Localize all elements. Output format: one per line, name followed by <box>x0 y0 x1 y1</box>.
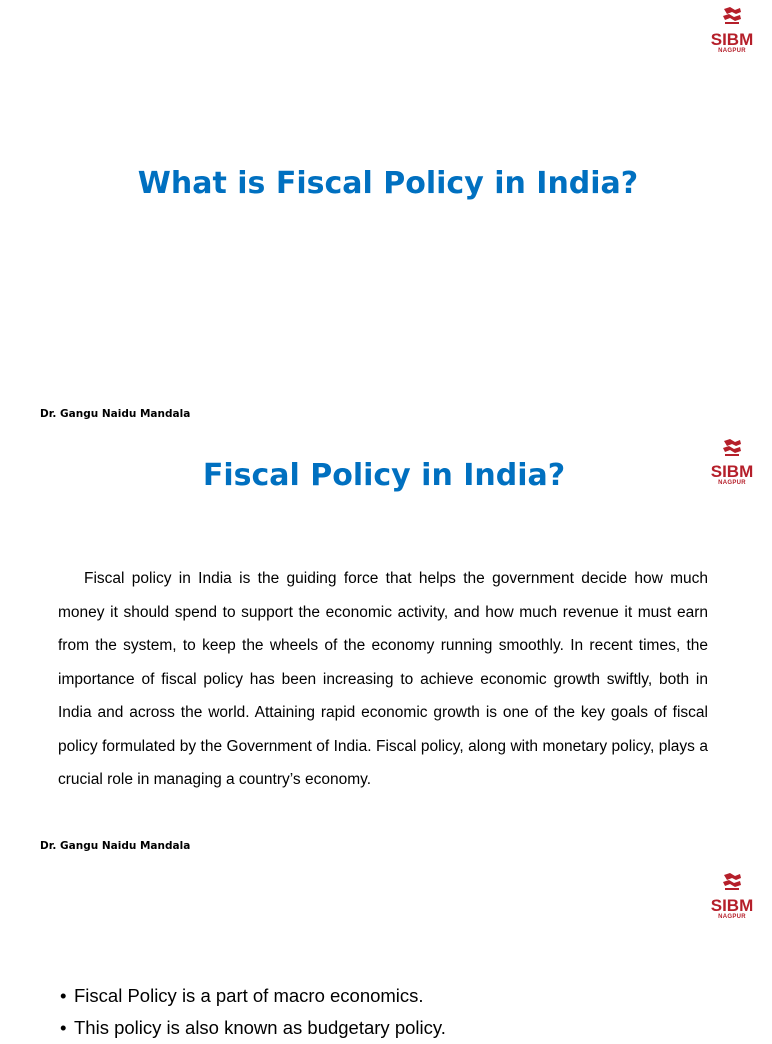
slide-definition <box>0 432 768 864</box>
sibm-logo <box>704 6 760 60</box>
slide-body-text: Fiscal policy in India is the guiding force that helps the government decide how much money it should spend to support the economic activity, and how much revenue it must earn from the system, to keep the wheels of the economy running smoothly. In recent times, the importance of fiscal policy has been increasing to achieve economic growth swiftly, both in India and across the world. Attaining rapid economic growth is one of the key goals of fiscal policy formulated by the Government of India. Fiscal policy, along with monetary policy, plays a crucial role in managing a country’s economy. <box>58 570 708 788</box>
logo-name: SIBM <box>710 462 754 481</box>
logo-city: NAGPUR <box>718 914 746 920</box>
bullet-text: This policy is also known as budgetary policy. <box>74 1017 446 1038</box>
slide-bullets <box>0 864 768 1038</box>
author-footer: Dr. Gangu Naidu Mandala <box>40 408 191 420</box>
bullet-list <box>60 980 446 1044</box>
bullet-item <box>60 980 446 1012</box>
slide-title: Fiscal Policy in India? <box>202 458 566 493</box>
logo-name: SIBM <box>710 30 754 49</box>
slide-title-page <box>0 0 768 432</box>
logo-city: NAGPUR <box>718 480 746 486</box>
sibm-logo-icon <box>721 438 743 458</box>
sibm-logo-icon <box>721 872 743 892</box>
bullet-text: Fiscal Policy is a part of macro economics. <box>74 985 424 1006</box>
sibm-logo <box>704 872 760 926</box>
logo-city: NAGPUR <box>718 48 746 54</box>
author-footer: Dr. Gangu Naidu Mandala <box>40 840 191 852</box>
sibm-logo-icon <box>721 6 743 26</box>
bullet-icon: • <box>60 1017 67 1038</box>
bullet-icon: • <box>60 985 67 1006</box>
logo-name: SIBM <box>710 896 754 915</box>
slide-title: What is Fiscal Policy in India? <box>137 166 639 201</box>
bullet-item <box>60 1012 446 1044</box>
